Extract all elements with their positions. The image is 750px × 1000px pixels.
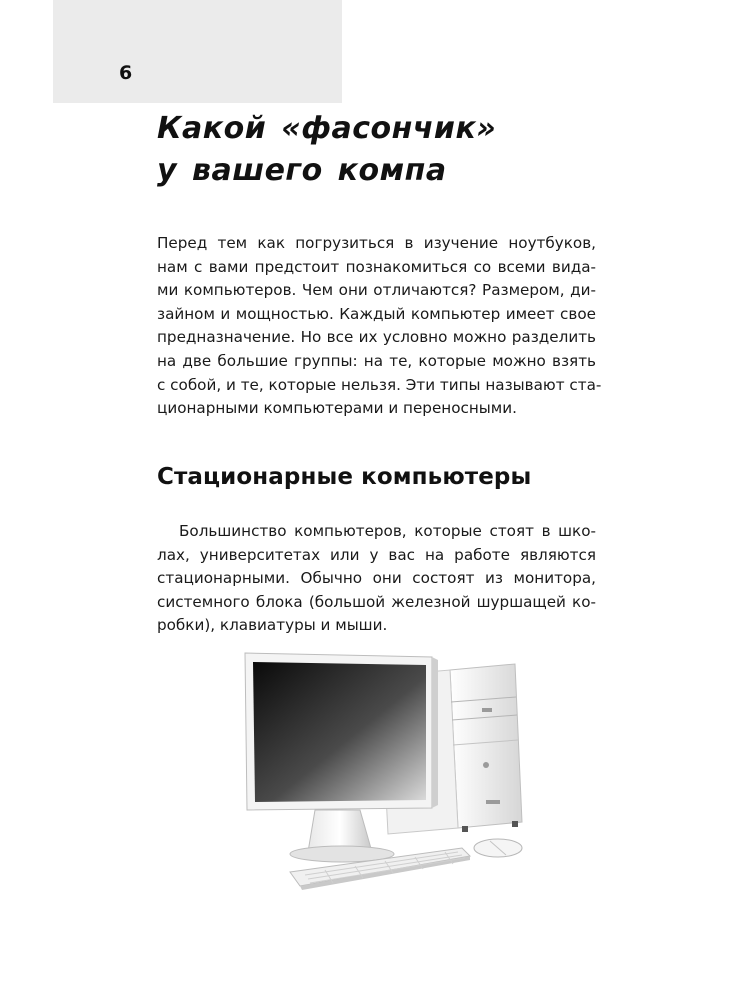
- mouse: [474, 839, 522, 857]
- text-line: системного блока (большой железной шуршащей ко-: [157, 592, 596, 611]
- page-header-tab: [53, 0, 342, 103]
- text-line: ционарными компьютерами и переносными.: [157, 399, 517, 418]
- text-line: зайном и мощностью. Каждый компьютер имеет свое: [157, 304, 596, 323]
- text-line: с собой, и те, которые нельзя. Эти типы называют ста-: [157, 375, 602, 394]
- chapter-title-line: Какой «фасончик»: [157, 111, 497, 146]
- text-line: ми компьютеров. Чем они отличаются? Размером, ди-: [157, 281, 596, 300]
- text-line: нам с вами предстоит познакомиться со всеми вида-: [157, 257, 596, 276]
- desktop-computer-illustration: [230, 650, 530, 910]
- text-line: стационарными. Обычно они состоят из монитора,: [157, 569, 596, 588]
- text-line: Перед тем как погрузиться в изучение ноутбуков,: [157, 234, 596, 252]
- section-heading: Стационарные компьютеры: [157, 464, 532, 490]
- text-line: на две большие группы: на те, которые можно взять: [157, 351, 596, 370]
- chapter-title-line: у вашего компа: [157, 153, 447, 188]
- chapter-title: [157, 108, 617, 192]
- page-number: 6: [119, 62, 133, 84]
- text-line: робки), клавиатуры и мыши.: [157, 616, 388, 635]
- section-paragraph: [157, 520, 596, 638]
- intro-paragraph: [157, 232, 602, 421]
- text-line: лах, университетах или у вас на работе являются: [157, 545, 596, 564]
- text-line: предназначение. Но все их условно можно разделить: [157, 328, 596, 347]
- text-line: Большинство компьютеров, которые стоят в шко-: [179, 522, 596, 540]
